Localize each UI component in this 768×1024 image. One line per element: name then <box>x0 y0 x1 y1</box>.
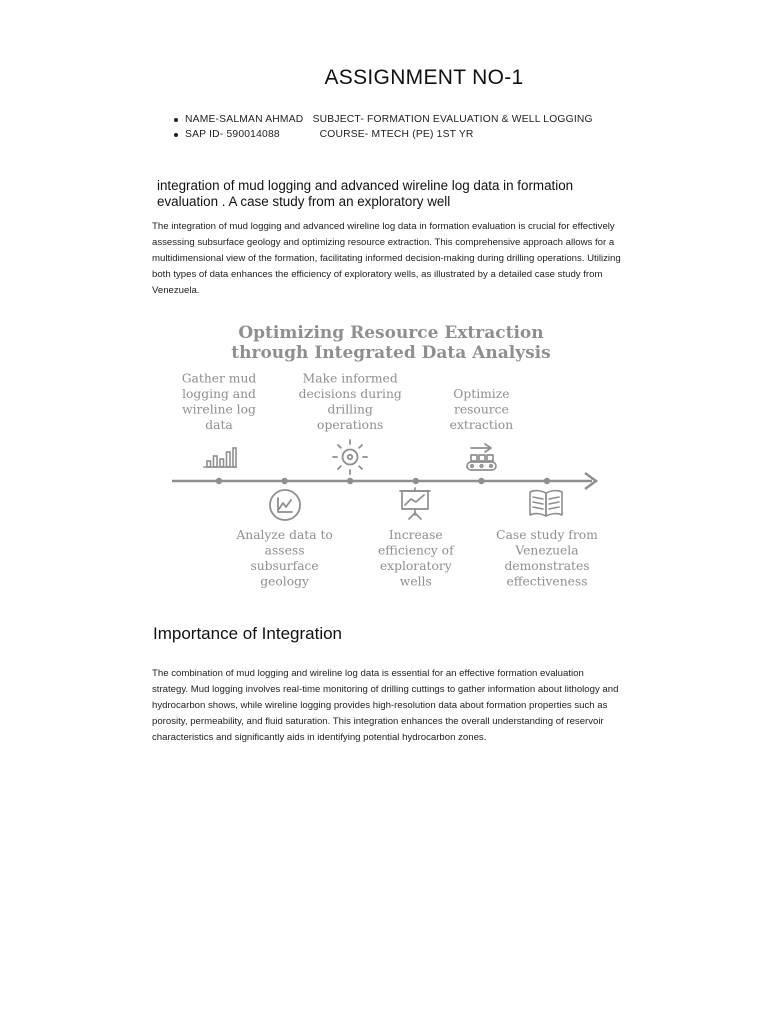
line-chart-icon <box>270 490 300 520</box>
sun-icon <box>333 440 367 474</box>
presentation-board-icon <box>400 488 430 519</box>
step-5-label-line: Optimize <box>453 387 510 401</box>
step-2-label-line: Analyze data to <box>236 528 333 542</box>
diagram-title-line2: through Integrated Data Analysis <box>231 343 551 363</box>
document-subtitle: integration of mud logging and advanced wireline log data in formation evaluation . A case study from an exploratory well <box>157 178 574 209</box>
open-book-icon <box>530 491 562 516</box>
timeline-node-3 <box>347 478 353 484</box>
timeline-node-4 <box>413 478 419 484</box>
step-6-label-line: demonstrates <box>504 559 590 573</box>
timeline-node-1 <box>216 478 222 484</box>
timeline-node-6 <box>544 478 550 484</box>
step-5-label-line: extraction <box>449 418 514 432</box>
step-6-label-line: Venezuela <box>515 543 579 558</box>
step-6-label-line: effectiveness <box>506 574 588 589</box>
timeline-node-2 <box>281 478 287 484</box>
diagram-title-line1: Optimizing Resource Extraction <box>238 323 544 343</box>
step-4-label-line: Increase <box>388 528 443 542</box>
step-4-label-line: efficiency of <box>377 543 454 558</box>
step-3-label-line: decisions during <box>298 387 402 401</box>
step-1-label-line: logging and <box>182 387 256 401</box>
info-item-name-subject: NAME-SALMAN AHMAD SUBJECT- FORMATION EVALUATION & WELL LOGGING <box>172 112 593 127</box>
step-2-label-line: subsurface <box>250 559 319 573</box>
step-3-label-line: operations <box>317 418 384 432</box>
step-3-label-line: Make informed <box>302 371 398 386</box>
step-3-label-line: drilling <box>327 402 373 417</box>
step-1-label-line: Gather mud <box>181 371 257 386</box>
step-2-label-line: assess <box>264 543 305 558</box>
info-item-sap-course: SAP ID- 590014088 COURSE- MTECH (PE) 1ST YR <box>172 127 593 142</box>
step-5-label-line: resource <box>453 402 509 417</box>
step-4-label-line: exploratory <box>379 559 452 573</box>
step-4-label-line: wells <box>399 574 432 589</box>
step-1-label-line: data <box>205 418 233 432</box>
bar-chart-icon <box>204 448 236 467</box>
conveyor-belt-icon <box>467 444 496 470</box>
intro-paragraph: The integration of mud logging and advanced wireline log data in formation evaluation is crucial for effectively assessing subsurface geology and optimizing resource extraction. This comprehensive approach allows for a multidimensional view of the formation, facilitating informed decision-making during drilling operations. Utilizing both types of data enhances the efficiency of exploratory wells, as illustrated by a detailed case study from Venezuela. <box>152 221 621 296</box>
section-heading-importance: Importance of Integration <box>153 624 343 643</box>
integration-paragraph: The combination of mud logging and wireline log data is essential for an effective formation evaluation strategy. Mud logging involves real-time monitoring of drilling cuttings to gather information about lithology and hydrocarbon shows, while wireline logging provides high-resolution data about formation properties such as porosity, permeability, and fluid saturation. This integration enhances the overall understanding of reservoir characteristics and significantly aids in identifying potential hydrocarbon zones. <box>152 668 619 743</box>
step-1-label-line: wireline log <box>182 402 256 417</box>
step-6-label-line: Case study from <box>496 528 598 542</box>
timeline-node-5 <box>478 478 484 484</box>
timeline-axis <box>172 473 596 489</box>
assignment-title: ASSIGNMENT NO-1 <box>324 66 524 89</box>
step-2-label-line: geology <box>260 574 309 589</box>
